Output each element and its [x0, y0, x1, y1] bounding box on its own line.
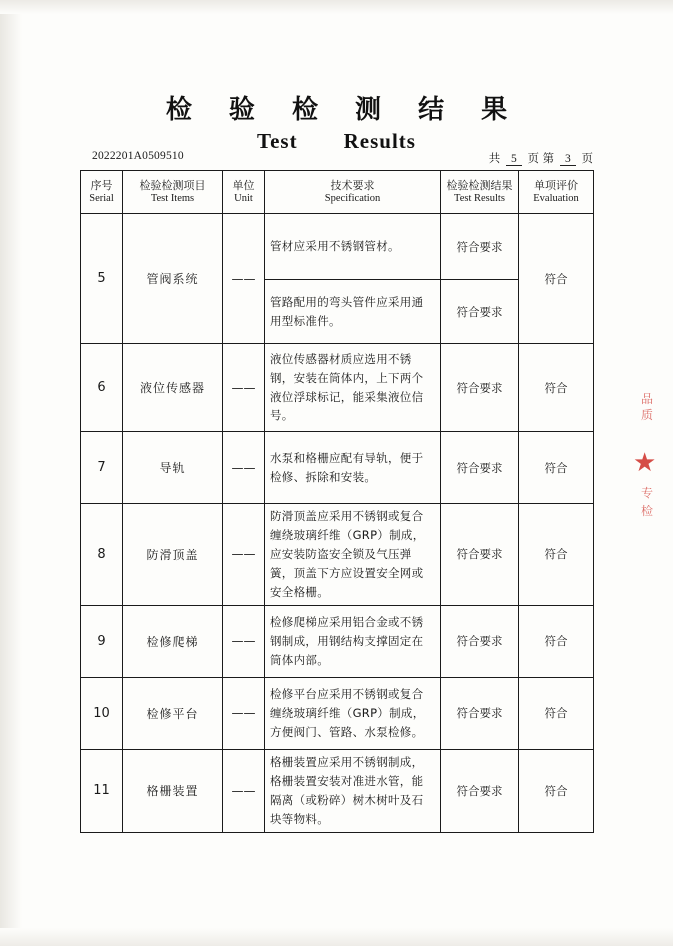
- cell-test-item: 格栅装置: [123, 749, 223, 832]
- cell-test-result: 符合要求: [441, 214, 519, 280]
- cell-specification: 管材应采用不锈钢管材。: [265, 214, 441, 280]
- report-meta-row: [80, 150, 593, 166]
- header-test-results: [441, 171, 519, 214]
- cell-test-result: 符合要求: [441, 749, 519, 832]
- cell-test-result: 符合要求: [441, 344, 519, 432]
- cell-test-result: 符合要求: [441, 280, 519, 344]
- document-title-block: [0, 96, 673, 154]
- page-title-en-right: Results: [343, 128, 416, 153]
- page-title-cn: 检 验 检 测 结 果: [165, 95, 522, 125]
- cell-evaluation: 符合: [519, 749, 594, 832]
- header-specification-en: Specification: [324, 193, 381, 205]
- cell-unit: ——: [223, 677, 265, 749]
- header-serial-en: Serial: [89, 193, 114, 205]
- cell-test-item: 检修爬梯: [123, 605, 223, 677]
- table-row: [81, 605, 594, 677]
- cell-evaluation: 符合: [519, 214, 594, 344]
- table-row: [81, 749, 594, 832]
- cell-serial: 6: [81, 344, 123, 432]
- cell-unit: ——: [223, 214, 265, 344]
- table-header-row: [81, 171, 594, 214]
- cell-specification: 水泵和格栅应配有导轨，便于检修、拆除和安装。: [265, 432, 441, 504]
- table-row: [81, 214, 594, 280]
- page-total: 5: [506, 153, 522, 166]
- cell-specification: 格栅装置应采用不锈钢制成，格栅装置安装对准进水管，能隔离（或粉碎）树木树叶及石块等物料。: [265, 749, 441, 832]
- table-row: [81, 504, 594, 606]
- header-test-results-cn: 检验检测结果: [446, 178, 513, 192]
- cell-evaluation: 符合: [519, 605, 594, 677]
- test-results-table: [80, 170, 594, 833]
- cell-specification: 检修平台应采用不锈钢或复合缠绕玻璃纤维（GRP）制成，方便阀门、管路、水泵检修。: [265, 677, 441, 749]
- page-note-mid: 页 第: [527, 151, 555, 165]
- cell-test-result: 符合要求: [441, 504, 519, 606]
- table-body: [81, 214, 594, 833]
- header-unit: [223, 171, 265, 214]
- star-icon: ★: [633, 448, 657, 477]
- header-unit-en: Unit: [234, 193, 253, 205]
- cell-test-item: 导轨: [123, 432, 223, 504]
- page-note-prefix: 共: [488, 151, 501, 165]
- cell-unit: ——: [223, 432, 265, 504]
- cell-serial: 5: [81, 214, 123, 344]
- table-row: [81, 432, 594, 504]
- scan-edge-top: [0, 0, 673, 14]
- seal-char-4: 检: [641, 504, 655, 518]
- cell-test-item: 防滑顶盖: [123, 504, 223, 606]
- header-test-items-en: Test Items: [150, 193, 195, 205]
- header-test-items-cn: 检验检测项目: [139, 178, 206, 192]
- cell-unit: ——: [223, 605, 265, 677]
- cell-evaluation: 符合: [519, 504, 594, 606]
- cell-unit: ——: [223, 749, 265, 832]
- seal-char-1: 品: [641, 392, 655, 406]
- header-test-results-en: Test Results: [454, 193, 505, 205]
- page-note-suffix: 页: [581, 151, 593, 165]
- red-seal-mark: [631, 388, 667, 538]
- cell-specification: 检修爬梯应采用铝合金或不锈钢制成，用钢结构支撑固定在筒体内部。: [265, 605, 441, 677]
- cell-test-result: 符合要求: [441, 432, 519, 504]
- page-counter: [489, 150, 593, 166]
- cell-serial: 9: [81, 605, 123, 677]
- cell-evaluation: 符合: [519, 432, 594, 504]
- cell-evaluation: 符合: [519, 677, 594, 749]
- cell-evaluation: 符合: [519, 344, 594, 432]
- cell-serial: 8: [81, 504, 123, 606]
- header-evaluation: [519, 171, 594, 214]
- header-specification-cn: 技术要求: [330, 178, 375, 192]
- seal-char-3: 专: [641, 486, 655, 500]
- table-header: [81, 171, 594, 214]
- header-serial-cn: 序号: [90, 178, 113, 192]
- cell-serial: 11: [81, 749, 123, 832]
- cell-specification: 液位传感器材质应选用不锈钢，安装在筒体内，上下两个液位浮球标记，能采集液位信号。: [265, 344, 441, 432]
- header-evaluation-cn: 单项评价: [534, 178, 578, 192]
- cell-test-item: 管阀系统: [123, 214, 223, 344]
- seal-char-2: 质: [641, 408, 655, 422]
- page-title-en-left: Test: [257, 128, 298, 153]
- cell-serial: 10: [81, 677, 123, 749]
- table-row: [81, 677, 594, 749]
- table-row: [81, 344, 594, 432]
- header-evaluation-en: Evaluation: [533, 193, 579, 205]
- header-serial: [81, 171, 123, 214]
- report-number: 2022201A0509510: [92, 150, 184, 162]
- page-current: 3: [560, 153, 576, 166]
- cell-specification: 管路配用的弯头管件应采用通用型标准件。: [265, 280, 441, 344]
- cell-test-result: 符合要求: [441, 605, 519, 677]
- cell-serial: 7: [81, 432, 123, 504]
- cell-test-item: 检修平台: [123, 677, 223, 749]
- cell-specification: 防滑顶盖应采用不锈钢或复合缠绕玻璃纤维（GRP）制成，应安装防盗安全锁及气压弹簧，顶盖下方应设置安全网或安全格栅。: [265, 504, 441, 606]
- cell-unit: ——: [223, 504, 265, 606]
- cell-test-result: 符合要求: [441, 677, 519, 749]
- cell-unit: ——: [223, 344, 265, 432]
- header-unit-cn: 单位: [232, 178, 255, 192]
- cell-test-item: 液位传感器: [123, 344, 223, 432]
- header-test-items: [123, 171, 223, 214]
- scan-edge-bottom: [0, 928, 673, 946]
- header-specification: [265, 171, 441, 214]
